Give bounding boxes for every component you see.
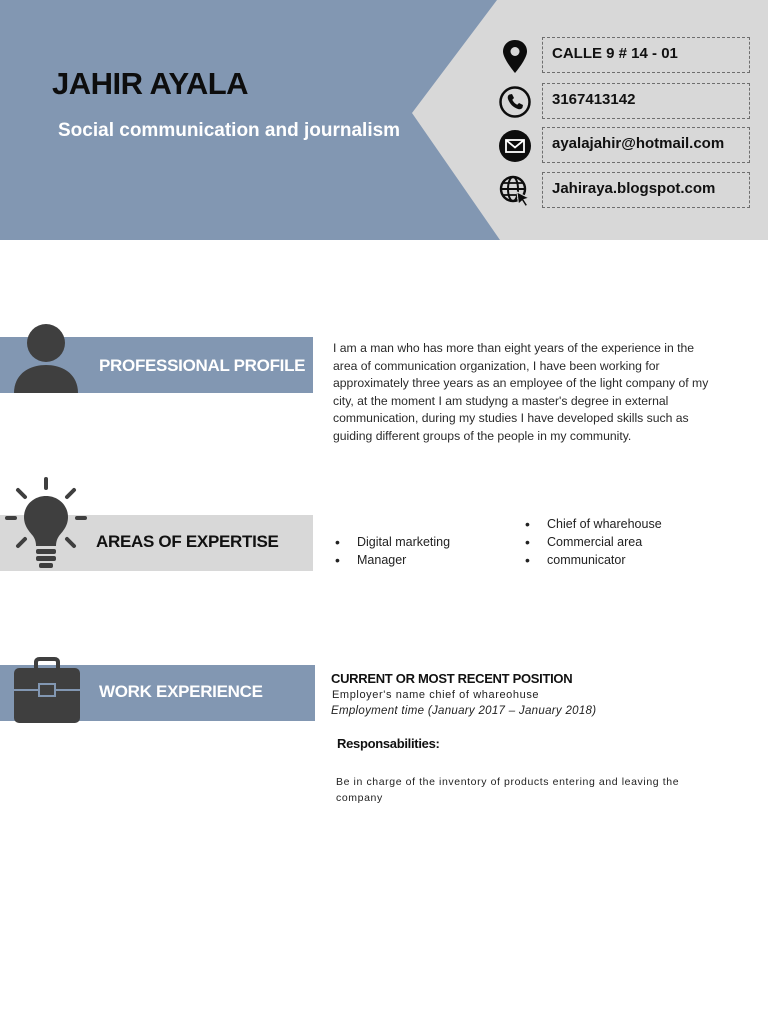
expertise-list-right [523, 515, 662, 569]
contact-email [498, 127, 754, 165]
phone-icon [498, 85, 532, 119]
candidate-name: JAHIR AYALA [52, 66, 249, 101]
list-item: • Chief of wharehouse [523, 515, 662, 533]
person-icon [12, 322, 80, 394]
address-field: CALLE 9 # 14 - 01 [542, 37, 750, 73]
responsibilities-text: Be in charge of the inventory of products entering and leaving the company [336, 776, 680, 804]
contact-address [498, 37, 754, 75]
employer-name: Employer's name chief of whareohuse [332, 689, 540, 701]
areas-of-expertise-heading: AREAS OF EXPERTISE [96, 532, 279, 551]
contact-website [498, 172, 754, 210]
location-pin-icon [498, 39, 532, 73]
list-item: • communicator [523, 551, 662, 569]
phone-field: 3167413142 [542, 83, 750, 119]
professional-profile-text: I am a man who has more than eight years of the experience in the area of communication organization, I have been working for approximately three years as an employee of the light company of my city, at the moment I am studyng a master's degree in external communication, during my studies I have developed skills such as guiding different groups of the people in my community. [333, 341, 709, 443]
employment-time: Employment time (January 2017 – January 2018) [331, 705, 597, 717]
list-item: • Digital marketing [333, 533, 450, 551]
professional-profile-heading: PROFESSIONAL PROFILE [99, 356, 306, 375]
work-experience-heading: WORK EXPERIENCE [99, 682, 263, 701]
header-banner [0, 0, 768, 240]
candidate-profession: Social communication and journalism [58, 120, 401, 141]
website-field: Jahiraya.blogspot.com [542, 172, 750, 208]
contact-phone [498, 83, 754, 121]
responsibilities-heading: Responsabilities: [337, 736, 440, 751]
lightbulb-icon [4, 476, 88, 572]
briefcase-icon [12, 657, 82, 725]
email-field: ayalajahir@hotmail.com [542, 127, 750, 163]
envelope-icon [498, 129, 532, 163]
globe-cursor-icon [498, 174, 532, 208]
list-item: • Manager [333, 551, 450, 569]
list-item: • Commercial area [523, 533, 662, 551]
expertise-list-left [333, 533, 450, 569]
position-heading: CURRENT OR MOST RECENT POSITION [331, 671, 573, 686]
